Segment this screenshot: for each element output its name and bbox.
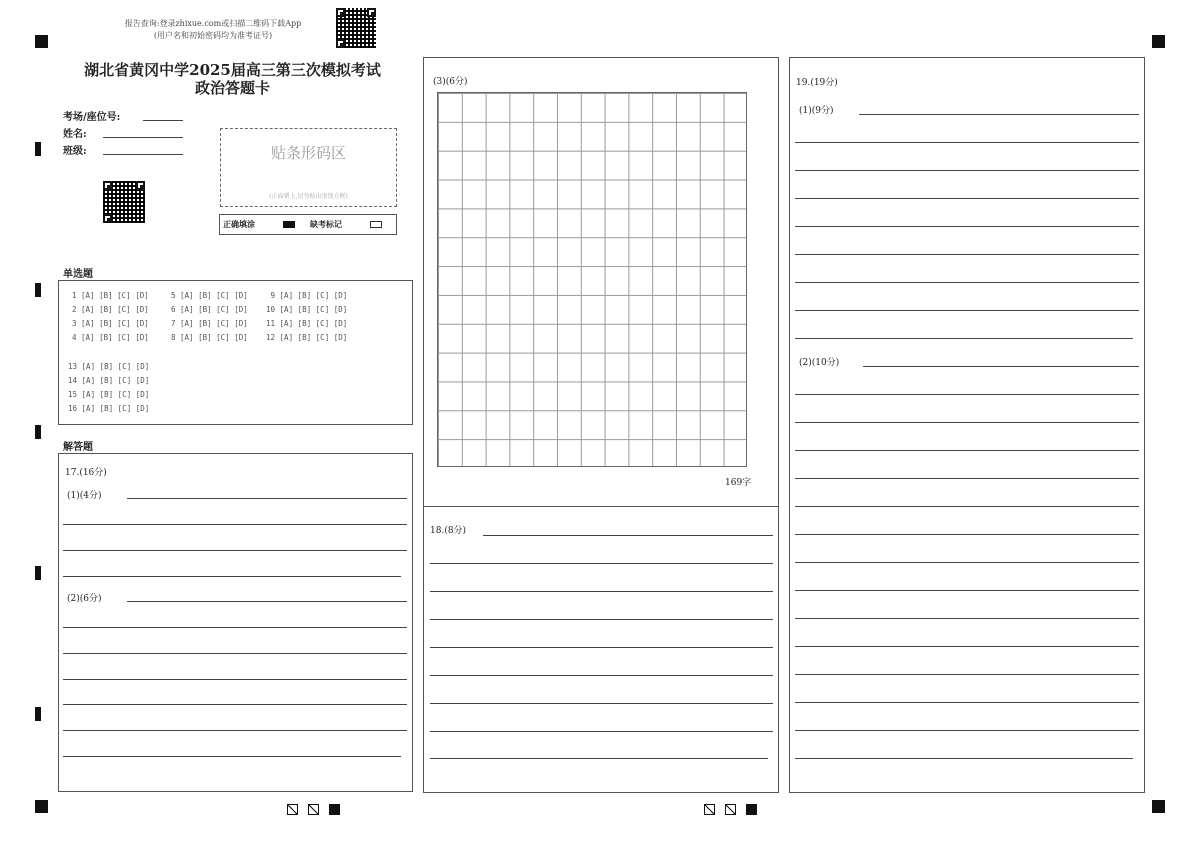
- mcq-option-row[interactable]: 4 [A] [B] [C] [D]: [72, 333, 149, 342]
- mcq-option-row[interactable]: 10 [A] [B] [C] [D]: [266, 305, 348, 314]
- mcq-option-row[interactable]: 12 [A] [B] [C] [D]: [266, 333, 348, 342]
- page-marker-slash: [308, 804, 319, 815]
- page-marker-solid: [746, 804, 757, 815]
- timing-mark: [35, 283, 41, 297]
- answer-line[interactable]: [795, 730, 1139, 731]
- answer-line[interactable]: [63, 730, 407, 731]
- mcq-area: [58, 280, 413, 425]
- timing-mark: [35, 566, 41, 580]
- q19-part1-label: (1)(9分): [799, 106, 834, 116]
- corner-mark-top-right: [1152, 35, 1165, 48]
- report-query-line: 报告查询:登录zhixue.com或扫描二维码下载App: [124, 19, 302, 28]
- page-marker-slash: [704, 804, 715, 815]
- answer-line[interactable]: [63, 627, 407, 628]
- answer-line[interactable]: [795, 478, 1139, 479]
- timing-mark: [35, 707, 41, 721]
- name-field[interactable]: [103, 137, 183, 138]
- answer-line[interactable]: [63, 524, 407, 525]
- barcode-area-note: (正面朝上,切勿贴出虚线方框): [269, 193, 348, 200]
- class-label: 班级:: [63, 146, 87, 157]
- q19-label: 19.(19分): [796, 78, 838, 88]
- essay-grid[interactable]: [437, 92, 747, 467]
- absent-mark-box[interactable]: [370, 221, 382, 228]
- word-count-label: 169字: [725, 478, 752, 488]
- student-qr-code: [103, 181, 145, 223]
- answer-line[interactable]: [430, 647, 773, 648]
- timing-mark: [35, 425, 41, 439]
- answer-line[interactable]: [63, 550, 407, 551]
- answer-line[interactable]: [430, 758, 768, 759]
- answer-line[interactable]: [63, 576, 401, 577]
- answer-line[interactable]: [795, 758, 1133, 759]
- mcq-option-row[interactable]: 13 [A] [B] [C] [D]: [68, 362, 150, 371]
- mcq-option-row[interactable]: 8 [A] [B] [C] [D]: [171, 333, 248, 342]
- q19-part2-label: (2)(10分): [799, 358, 840, 368]
- answer-line[interactable]: [795, 674, 1139, 675]
- answer-line[interactable]: [795, 170, 1139, 171]
- fill-correct-sample: [283, 221, 295, 228]
- answer-line[interactable]: [430, 563, 773, 564]
- answer-line[interactable]: [63, 679, 407, 680]
- mcq-option-row[interactable]: 6 [A] [B] [C] [D]: [171, 305, 248, 314]
- app-qr-code: [336, 8, 376, 48]
- answer-line[interactable]: [430, 619, 773, 620]
- answer-line[interactable]: [795, 282, 1139, 283]
- answer-line[interactable]: [795, 450, 1139, 451]
- answer-line[interactable]: [430, 591, 773, 592]
- answer-line[interactable]: [795, 254, 1139, 255]
- seat-label: 考场/座位号:: [63, 112, 121, 123]
- answer-line[interactable]: [795, 590, 1139, 591]
- answer-line[interactable]: [430, 675, 773, 676]
- answer-line[interactable]: [430, 703, 773, 704]
- card-subtitle: 政治答题卡: [194, 79, 270, 97]
- q17-part3-label: (3)(6分): [433, 77, 468, 87]
- answer-line[interactable]: [859, 114, 1139, 115]
- answer-line[interactable]: [63, 704, 407, 705]
- answer-line[interactable]: [795, 310, 1139, 311]
- answer-line[interactable]: [63, 756, 401, 757]
- page-marker-solid: [329, 804, 340, 815]
- barcode-area-label: 贴条形码区: [270, 144, 346, 162]
- answer-line[interactable]: [863, 366, 1139, 367]
- barcode-area: [220, 128, 397, 207]
- answer-line[interactable]: [127, 601, 407, 602]
- exam-title: 湖北省黄冈中学2025届高三第三次模拟考试: [84, 61, 381, 79]
- answer-line[interactable]: [795, 142, 1139, 143]
- answer-line[interactable]: [430, 731, 773, 732]
- mcq-section-title: 单选题: [63, 269, 93, 280]
- fill-legend: [219, 214, 397, 235]
- q17-part1-label: (1)(4分): [67, 491, 102, 501]
- corner-mark-bottom-left: [35, 800, 48, 813]
- q17-part2-label: (2)(6分): [67, 594, 102, 604]
- mcq-option-row[interactable]: 9 [A] [B] [C] [D]: [266, 291, 348, 300]
- absent-mark-label: 缺考标记: [310, 219, 342, 229]
- page-marker-slash: [725, 804, 736, 815]
- mcq-option-row[interactable]: 5 [A] [B] [C] [D]: [171, 291, 248, 300]
- answer-line[interactable]: [795, 646, 1139, 647]
- mcq-option-row[interactable]: 1 [A] [B] [C] [D]: [72, 291, 149, 300]
- answer-line[interactable]: [127, 498, 407, 499]
- answer-line[interactable]: [795, 422, 1139, 423]
- answer-line[interactable]: [795, 534, 1139, 535]
- mcq-option-row[interactable]: 11 [A] [B] [C] [D]: [266, 319, 348, 328]
- q17-label: 17.(16分): [65, 468, 107, 478]
- fill-correct-label: 正确填涂: [223, 219, 255, 229]
- mcq-option-row[interactable]: 3 [A] [B] [C] [D]: [72, 319, 149, 328]
- answer-line[interactable]: [63, 653, 407, 654]
- answer-line[interactable]: [795, 562, 1139, 563]
- answer-line[interactable]: [483, 535, 773, 536]
- section-divider: [423, 506, 779, 507]
- name-label: 姓名:: [63, 129, 87, 140]
- corner-mark-top-left: [35, 35, 48, 48]
- mcq-option-row[interactable]: 15 [A] [B] [C] [D]: [68, 390, 150, 399]
- answer-line[interactable]: [795, 226, 1139, 227]
- mcq-option-row[interactable]: 14 [A] [B] [C] [D]: [68, 376, 150, 385]
- seat-field[interactable]: [143, 120, 183, 121]
- mcq-option-row[interactable]: 7 [A] [B] [C] [D]: [171, 319, 248, 328]
- class-field[interactable]: [103, 154, 183, 155]
- q17-answer-box: [58, 453, 413, 792]
- mcq-option-row[interactable]: 16 [A] [B] [C] [D]: [68, 404, 150, 413]
- answer-line[interactable]: [795, 506, 1139, 507]
- report-query-note: (用户名和初始密码均为准考证号): [153, 31, 273, 40]
- answer-line[interactable]: [795, 702, 1139, 703]
- mcq-option-row[interactable]: 2 [A] [B] [C] [D]: [72, 305, 149, 314]
- page-marker-slash: [287, 804, 298, 815]
- corner-mark-bottom-right: [1152, 800, 1165, 813]
- answer-line[interactable]: [795, 618, 1139, 619]
- answer-line[interactable]: [795, 338, 1133, 339]
- q18-label: 18.(8分): [430, 526, 467, 536]
- timing-mark: [35, 142, 41, 156]
- right-column-box: [789, 57, 1145, 793]
- answers-section-title: 解答题: [63, 442, 93, 453]
- answer-line[interactable]: [795, 394, 1139, 395]
- answer-line[interactable]: [795, 198, 1139, 199]
